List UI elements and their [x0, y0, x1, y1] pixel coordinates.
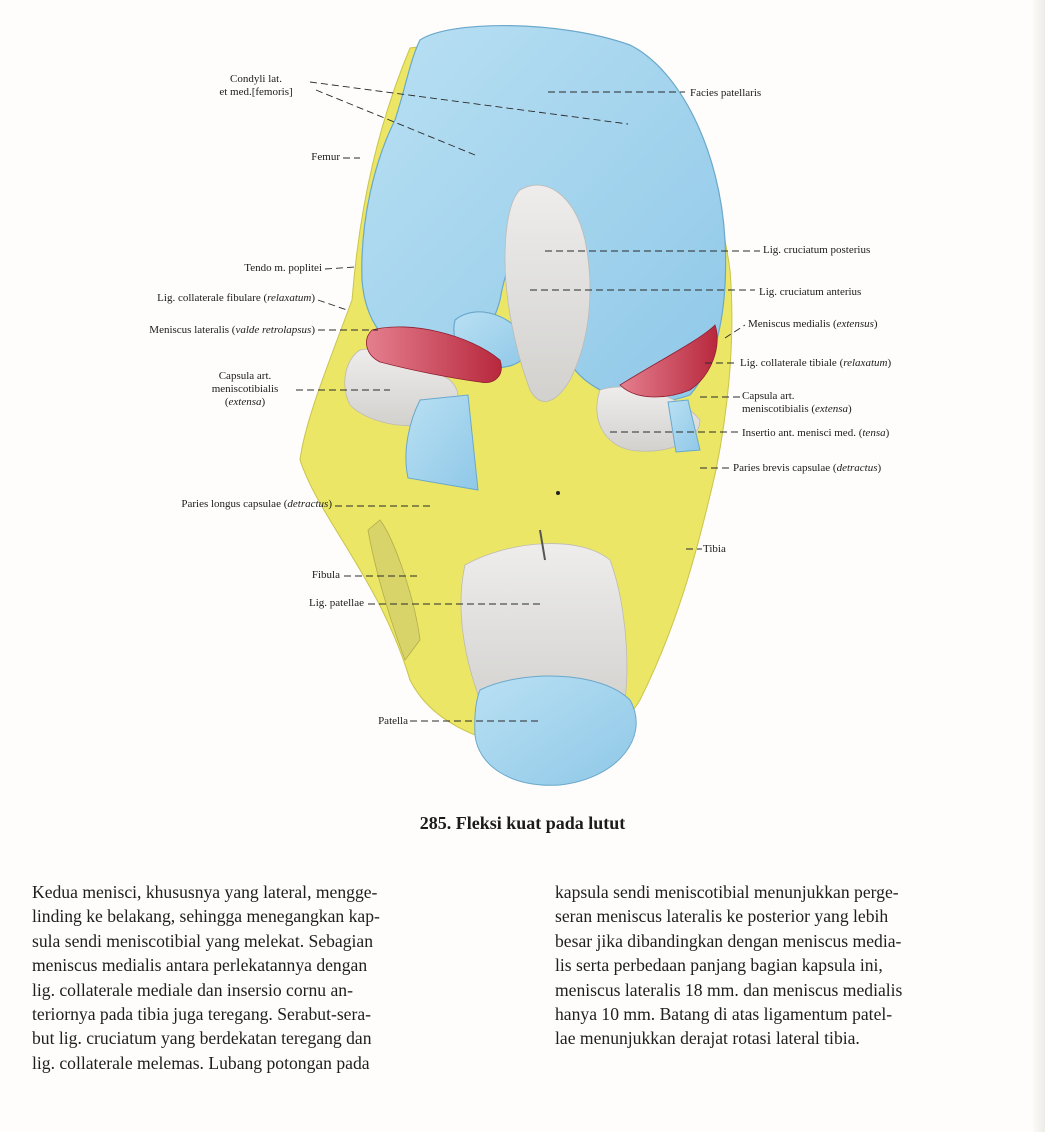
text-line: sula sendi meniscotibial yang melekat. Sebagian [32, 930, 374, 951]
label-lig-collaterale-tibiale: Lig. collaterale tibiale (relaxatum) [740, 357, 892, 369]
label-fibula: Fibula [311, 569, 340, 581]
page-edge [1033, 0, 1045, 1132]
text-line: but lig. cruciatum yang berdekatan teregang dan [32, 1028, 372, 1049]
label-facies-patellaris: Facies patellaris [690, 87, 762, 99]
text-line: lis serta perbedaan panjang bagian kapsula ini, [555, 955, 883, 976]
label-lig-cruciatum-anterius: Lig. cruciatum anterius [759, 286, 862, 298]
label-capsula-left: Capsula art. meniscotibialis (extensa) [211, 370, 279, 408]
label-paries-longus: Paries longus capsulae (detractus) [181, 498, 332, 510]
text-line: lae menunjukkan derajat rotasi lateral tibia. [555, 1028, 860, 1049]
text-line: Kedua menisci, khususnya yang lateral, mengge- [32, 882, 378, 902]
text-line: lig. collaterale melemas. Lubang potongan pada [32, 1052, 370, 1073]
label-insertio-menisci: Insertio ant. menisci med. (tensa) [742, 427, 890, 439]
text-line: linding ke belakang, sehingga menegangkan kap- [32, 906, 380, 927]
label-lig-cruciatum-posterius: Lig. cruciatum posterius [763, 244, 871, 256]
patella [475, 676, 636, 785]
label-tendo-poplitei: Tendo m. poplitei [244, 262, 322, 274]
label-paries-brevis: Paries brevis capsulae (detractus) [733, 462, 882, 474]
text-line: kapsula sendi meniscotibial menunjukkan perge- [555, 882, 899, 902]
label-condyli: Condyli lat. et med.[femoris] [219, 73, 293, 98]
text-line: besar jika dibandingkan dengan meniscus media- [555, 930, 902, 951]
label-capsula-right: Capsula art. meniscotibialis (extensa) [742, 390, 852, 415]
label-lig-collaterale-fibulare: Lig. collaterale fibulare (relaxatum) [157, 292, 315, 304]
body-text-right-column [555, 880, 1031, 1051]
text-line: teriornya pada tibia juga teregang. Serabut-sera- [32, 1004, 372, 1025]
text-line: seran meniscus lateralis ke posterior yang lebih [555, 906, 889, 927]
text-line: meniscus medialis antara perlekatannya dengan [32, 955, 368, 976]
text-line: meniscus lateralis 18 mm. dan meniscus medialis [555, 979, 903, 1000]
label-meniscus-medialis: Meniscus medialis (extensus) [748, 318, 878, 330]
label-patella: Patella [378, 715, 408, 727]
label-lig-patellae: Lig. patellae [309, 597, 364, 609]
figure-caption: 285. Fleksi kuat pada lutut [419, 813, 626, 833]
label-meniscus-lateralis: Meniscus lateralis (valde retrolapsus) [149, 324, 315, 336]
body-text-left-column [32, 880, 510, 1075]
label-tibia: Tibia [703, 543, 726, 555]
label-femur: Femur [311, 151, 340, 163]
text-line: lig. collaterale mediale dan insersio cornu an- [32, 979, 353, 1000]
text-line: hanya 10 mm. Batang di atas ligamentum patel- [555, 1004, 893, 1025]
